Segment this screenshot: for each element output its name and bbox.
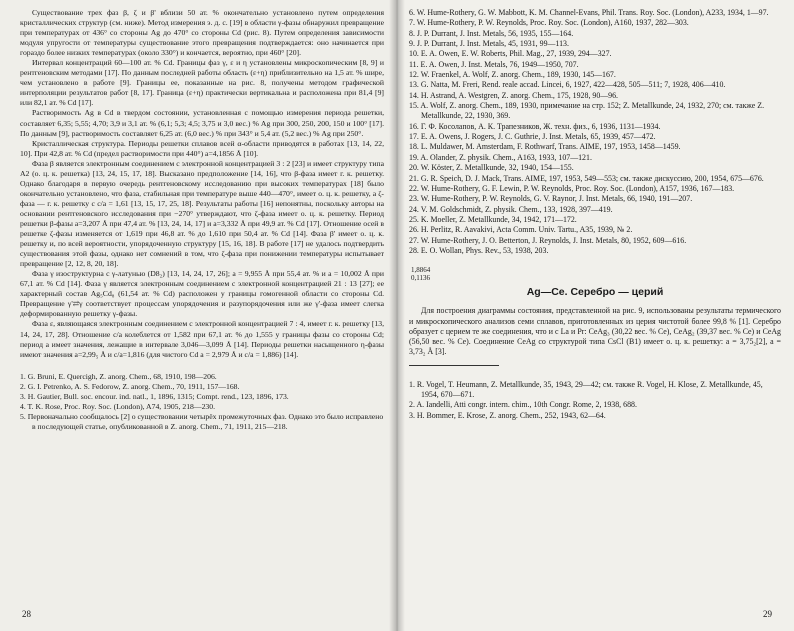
reference-item: 8. J. P. Durrant, J. Inst. Metals, 56, 1935, 155—164. <box>409 28 574 38</box>
reference-item: 3. H. Bommer, E. Krose, Z. anorg. Chem., 252, 1943, 62—64. <box>409 410 606 420</box>
paragraph: Растворимость Ag в Cd в твердом состоянии, установленная с помощью измерения периода решетки, составляет 6,35; 5,55; 4,70; 3,9 и 3,1 ат. % (6,1; 5,3; 4,5; 3,75 и 3,0 вес.) % Ag при 300, 250, 200, 150 и 100° [17]. По данным [9], растворимость составляет 6,25 ат. (6,0 вес.) % при 343° и 5,4 ат. (5,2 вес.) % Ag при 250°. <box>20 108 384 138</box>
book-gutter <box>389 0 405 631</box>
reference-item: 9. J. P. Durrant, J. Inst. Metals, 45, 1931, 99—113. <box>409 39 569 49</box>
reference-item: 12. W. Fraenkel, A. Wolf, Z. anorg. Chem., 189, 1930, 145—167. <box>409 70 616 80</box>
reference-item: 4. T. K. Rose, Proc. Roy. Soc. (London), A74, 1905, 218—230. <box>20 401 216 411</box>
reference-item: 18. L. Muldawer, M. Amsterdam, F. Rothwarf, Trans. AIME, 197, 1953, 1458—1459. <box>409 142 681 152</box>
reference-item: 7. W. Hume-Rothery, P. W. Reynolds, Proc. Roy. Soc. (London), A160, 1937, 282—303. <box>409 18 689 28</box>
paragraph: Существование трех фаз β, ζ и β' вблизи 50 ат. % окончательно установлено путем определения кристаллических структур (см. ниже). Метод измерения э. д. с. [19] в области γ-фазы обнаружил превращение при температурах от 436° со стороны Ag до 470° со стороны Cd (рис. 8). Путем определения зависимости модуля упругости от температуры существование этого превращения подтверждается: оно начинается при гораздо более низких температурах (около 330°) и кончается, вероятно, при 460° [20]. <box>20 8 384 58</box>
paragraph: Интервал концентраций 60—100 ат. % Cd. Границы фаз γ, ε и η установлены микроскопическим [8, 9] и рентгеновским методами [17]. По данным последней работы область (ε+η) приблизительно на 1,5 ат. % шире, чем установлено в работе [9]. Границы ее, показанные на рис. 8, получены методом графической интерполяции результатов работ [8, 17]. Граница (ε+η) практически вертикальна и расположена при 81,4 [9] или 82,1 ат. % Cd [17]. <box>20 58 384 108</box>
right-column <box>409 8 781 421</box>
reference-item: 17. E. A. Owens, J. Rogers, J. C. Guthrie, J. Inst. Metals, 65, 1939, 457—472. <box>409 132 656 142</box>
paragraph: Для построения диаграммы состояния, представленной на рис. 9, использованы результаты термического и микроскопического анализов семи сплавов, приготовленных из церия чистотой более 99,8 % [1]. Серебро образует с церием те же соединения, что и с La и Pr: CeAg₃ (30,22 вес. % Ce), CeAg₂ (39,37 вес. % Ce) и CeAg (56,50 вес. % Ce). Соединение CeAg со структурой типа CsCl (B1) имеет о. ц. к. решетку: a = 3,75₂[2], a = 3,73₂ Å [3]. <box>409 306 781 357</box>
reference-item: 22. W. Hume-Rothery, G. F. Lewin, P. W. Reynolds, Proc. Roy. Soc. (London), A157, 1936, 167—183. <box>409 183 735 193</box>
reference-item: 19. A. Olander, Z. physik. Chem., A163, 1933, 107—121. <box>409 152 592 162</box>
margin-number: 1,8864 <box>411 266 431 275</box>
ag-ce-references <box>409 380 781 421</box>
reference-item: 1. R. Vogel, T. Heumann, Z. Metallkunde, 35, 1943, 29—42; см. также R. Vogel, H. Klose, Z. Metallkunde, 45, 1954, 670—671. <box>409 379 763 400</box>
left-body-text <box>20 8 384 360</box>
margin-numbers <box>411 266 781 282</box>
paragraph: Фаза ε, являющаяся электронным соединением с электронной концентрацией 7 : 4, имеет г. к. решетку [13, 14, 24, 17, 28]. Отношение c/a колеблется от 1,582 при 67,1 ат. % до 1,555 у границы фазы со стороны Cd; период a имеет значения, лежащие в интервале 3,046—3,099 Å [14]. Периоды решетки насыщенного η-фазы имеют значения a=2,99₅ Å и c/a=1,816 (для чистого Cd a = 2,979 Å и c/a = 1,886) [14]. <box>20 319 384 359</box>
right-body-text <box>409 306 781 357</box>
reference-item: 21. G. R. Speich, D. J. Mack, Trans. AIME, 197, 1953, 549—553; см. также дискуссию, 200, 1954, 675—676. <box>409 173 764 183</box>
reference-item: 10. E. A. Owen, E. W. Roberts, Phil. Mag., 27, 1939, 294—327. <box>409 49 612 59</box>
reference-item: 3. H. Gautier, Bull. soc. encour. ind. natl., 1, 1896, 1315; Compt. rend., 123, 1896, 173. <box>20 391 289 401</box>
reference-item: 24. V. M. Goldschmidt, Z. physik. Chem., 133, 1928, 397—419. <box>409 204 613 214</box>
right-references <box>409 8 781 256</box>
margin-number: 0,1136 <box>411 274 430 283</box>
page-number-right: 29 <box>763 609 772 619</box>
reference-item: 16. Г. Ф. Косолапов, А. К. Трапезников, Ж. техн. физ., 6, 1936, 1131—1934. <box>409 121 661 131</box>
paragraph: Кристаллическая структура. Периоды решетки сплавов всей α-области приводятся в работах [13, 14, 22, 10]. При 42,8 ат. % Cd (предел растворимости при 440°) a=4,1856 Å [10]. <box>20 138 384 158</box>
reference-item: 25. K. Moeller, Z. Metallkunde, 34, 1942, 171—172. <box>409 214 577 224</box>
reference-item: 28. E. O. Wollan, Phys. Rev., 53, 1938, 203. <box>409 245 549 255</box>
reference-item: 6. W. Hume-Rothery, G. W. Mabbott, K. M. Channel-Evans, Phil. Trans. Roy. Soc. (London), A233, 1934, 1—97. <box>409 8 769 17</box>
reference-item: 2. G. I. Petrenko, A. S. Fedorow, Z. anorg. Chem., 70, 1911, 157—168. <box>20 381 240 391</box>
reference-item: 14. H. Astrand, A. Westgren, Z. anorg. Chem., 175, 1928, 90—96. <box>409 90 619 100</box>
section-title: Ag—Ce. Серебро — церий <box>526 286 664 299</box>
reference-item: 27. W. Hume-Rothery, J. O. Betterton, J. Reynolds, J. Inst. Metals, 80, 1952, 609—616. <box>409 235 687 245</box>
left-column <box>20 8 384 432</box>
reference-item: 11. E. A. Owen, J. Inst. Metals, 76, 1949—1950, 707. <box>409 59 579 69</box>
paragraph: Фаза β является электронным соединением с электронной концентрацией 3 : 2 [23] и имеет структуру типа A2 (о. ц. к. решетка) [13, 24, 15, 17, 18]. Высказано предположение [14, 16], что β-фаза имеет г. к. решетку. Однако благодаря в первую очередь рентгеновскому исследованию при высоких температурах [18] было окончательно установлено, что фаза, стабильная при температуре выше 440—470°, имеет о. ц. к. решетку, а ζ-фаза — г. к. решетку с c/a = 1,61 [13, 15, 17, 25, 18]. Результаты работы [16] непонятны, поскольку авторы на основании рентгеновского исследования при −270° утверждают, что ζ-фаза имеет о. ц. к. решетку. Период решетки β-фазы a=3,207 Å при 47,4 ат. % [13, 24, 14, 17] и a=3,332 Å при 49,9 ат. % Cd [17]. Отношение осей в решетке ζ-фазы изменяется от 1,619 при 46,8 ат. % до 1,610 при 50,4 ат. % Cd [14]. Фаза β' имеет о. ц. к. решетку и, по всей вероятности, упорядоченную структуру [15, 16, 18]. В работе [17] не удалось подтвердить существования этой фазы, однако нет сомнений в том, что ζ-фаза при понижении температуры испытывает превращение [2, 12, 8, 20, 18]. <box>20 158 384 269</box>
paragraph: Фаза γ изоструктурна с γ-латунью (D8₂) [13, 14, 24, 17, 26]; a = 9,955 Å при 55,4 ат. % и a = 10,002 Å при 67,1 ат. % Cd [14]. Фаза γ является электронным соединением с электронной концентрацией 21 : 13 [27]; ее характерный состав Ag₅Cd₈ (61,54 ат. % Cd) расположен у границы гомогенной области со стороны Cd. Превращение γ'⇄γ соответствует процессам упорядочения и разупорядочения или же γ'-фаза имеет слегка деформированную решетку γ-фазы. <box>20 269 384 319</box>
right-page <box>397 0 794 631</box>
reference-item: 26. H. Perlitz, R. Aavakivi, Acta Comm. Univ. Tartu., A35, 1939, № 2. <box>409 225 633 235</box>
reference-item: 20. W. Köster, Z. Metallkunde, 32, 1940, 154—155. <box>409 163 574 173</box>
page-number-left: 28 <box>22 609 31 619</box>
reference-item: 2. A. Iandelli, Atti congr. intern. chim., 10th Congr. Rome, 2, 1938, 688. <box>409 400 637 410</box>
footnote-rule <box>409 365 499 366</box>
reference-item: 13. G. Natta, M. Freri, Rend. reale accad. Lincei, 6, 1927, 422—428, 505—511; 7, 1928, 406—410. <box>409 80 726 90</box>
reference-item: 1. G. Bruni, E. Quercigh, Z. anorg. Chem., 68, 1910, 198—206. <box>20 371 217 381</box>
reference-item: 5. Первоначально сообщалось [2] о существовании четырёх промежуточных фаз. Однако это было исправлено в последующей статье, опубликованной в Z. anorg. Chem., 71, 1911, 215—218. <box>20 411 384 431</box>
reference-item: 15. A. Wolf, Z. anorg. Chem., 189, 1930, примечание на стр. 152; Z. Metallkunde, 24, 1932, 270; см. также Z. Metallkunde, 22, 1930, 369. <box>409 101 765 121</box>
left-references <box>20 372 384 432</box>
reference-item: 23. W. Hume-Rothery, P. W. Reynolds, G. V. Raynor, J. Inst. Metals, 66, 1940, 191—207. <box>409 194 693 204</box>
